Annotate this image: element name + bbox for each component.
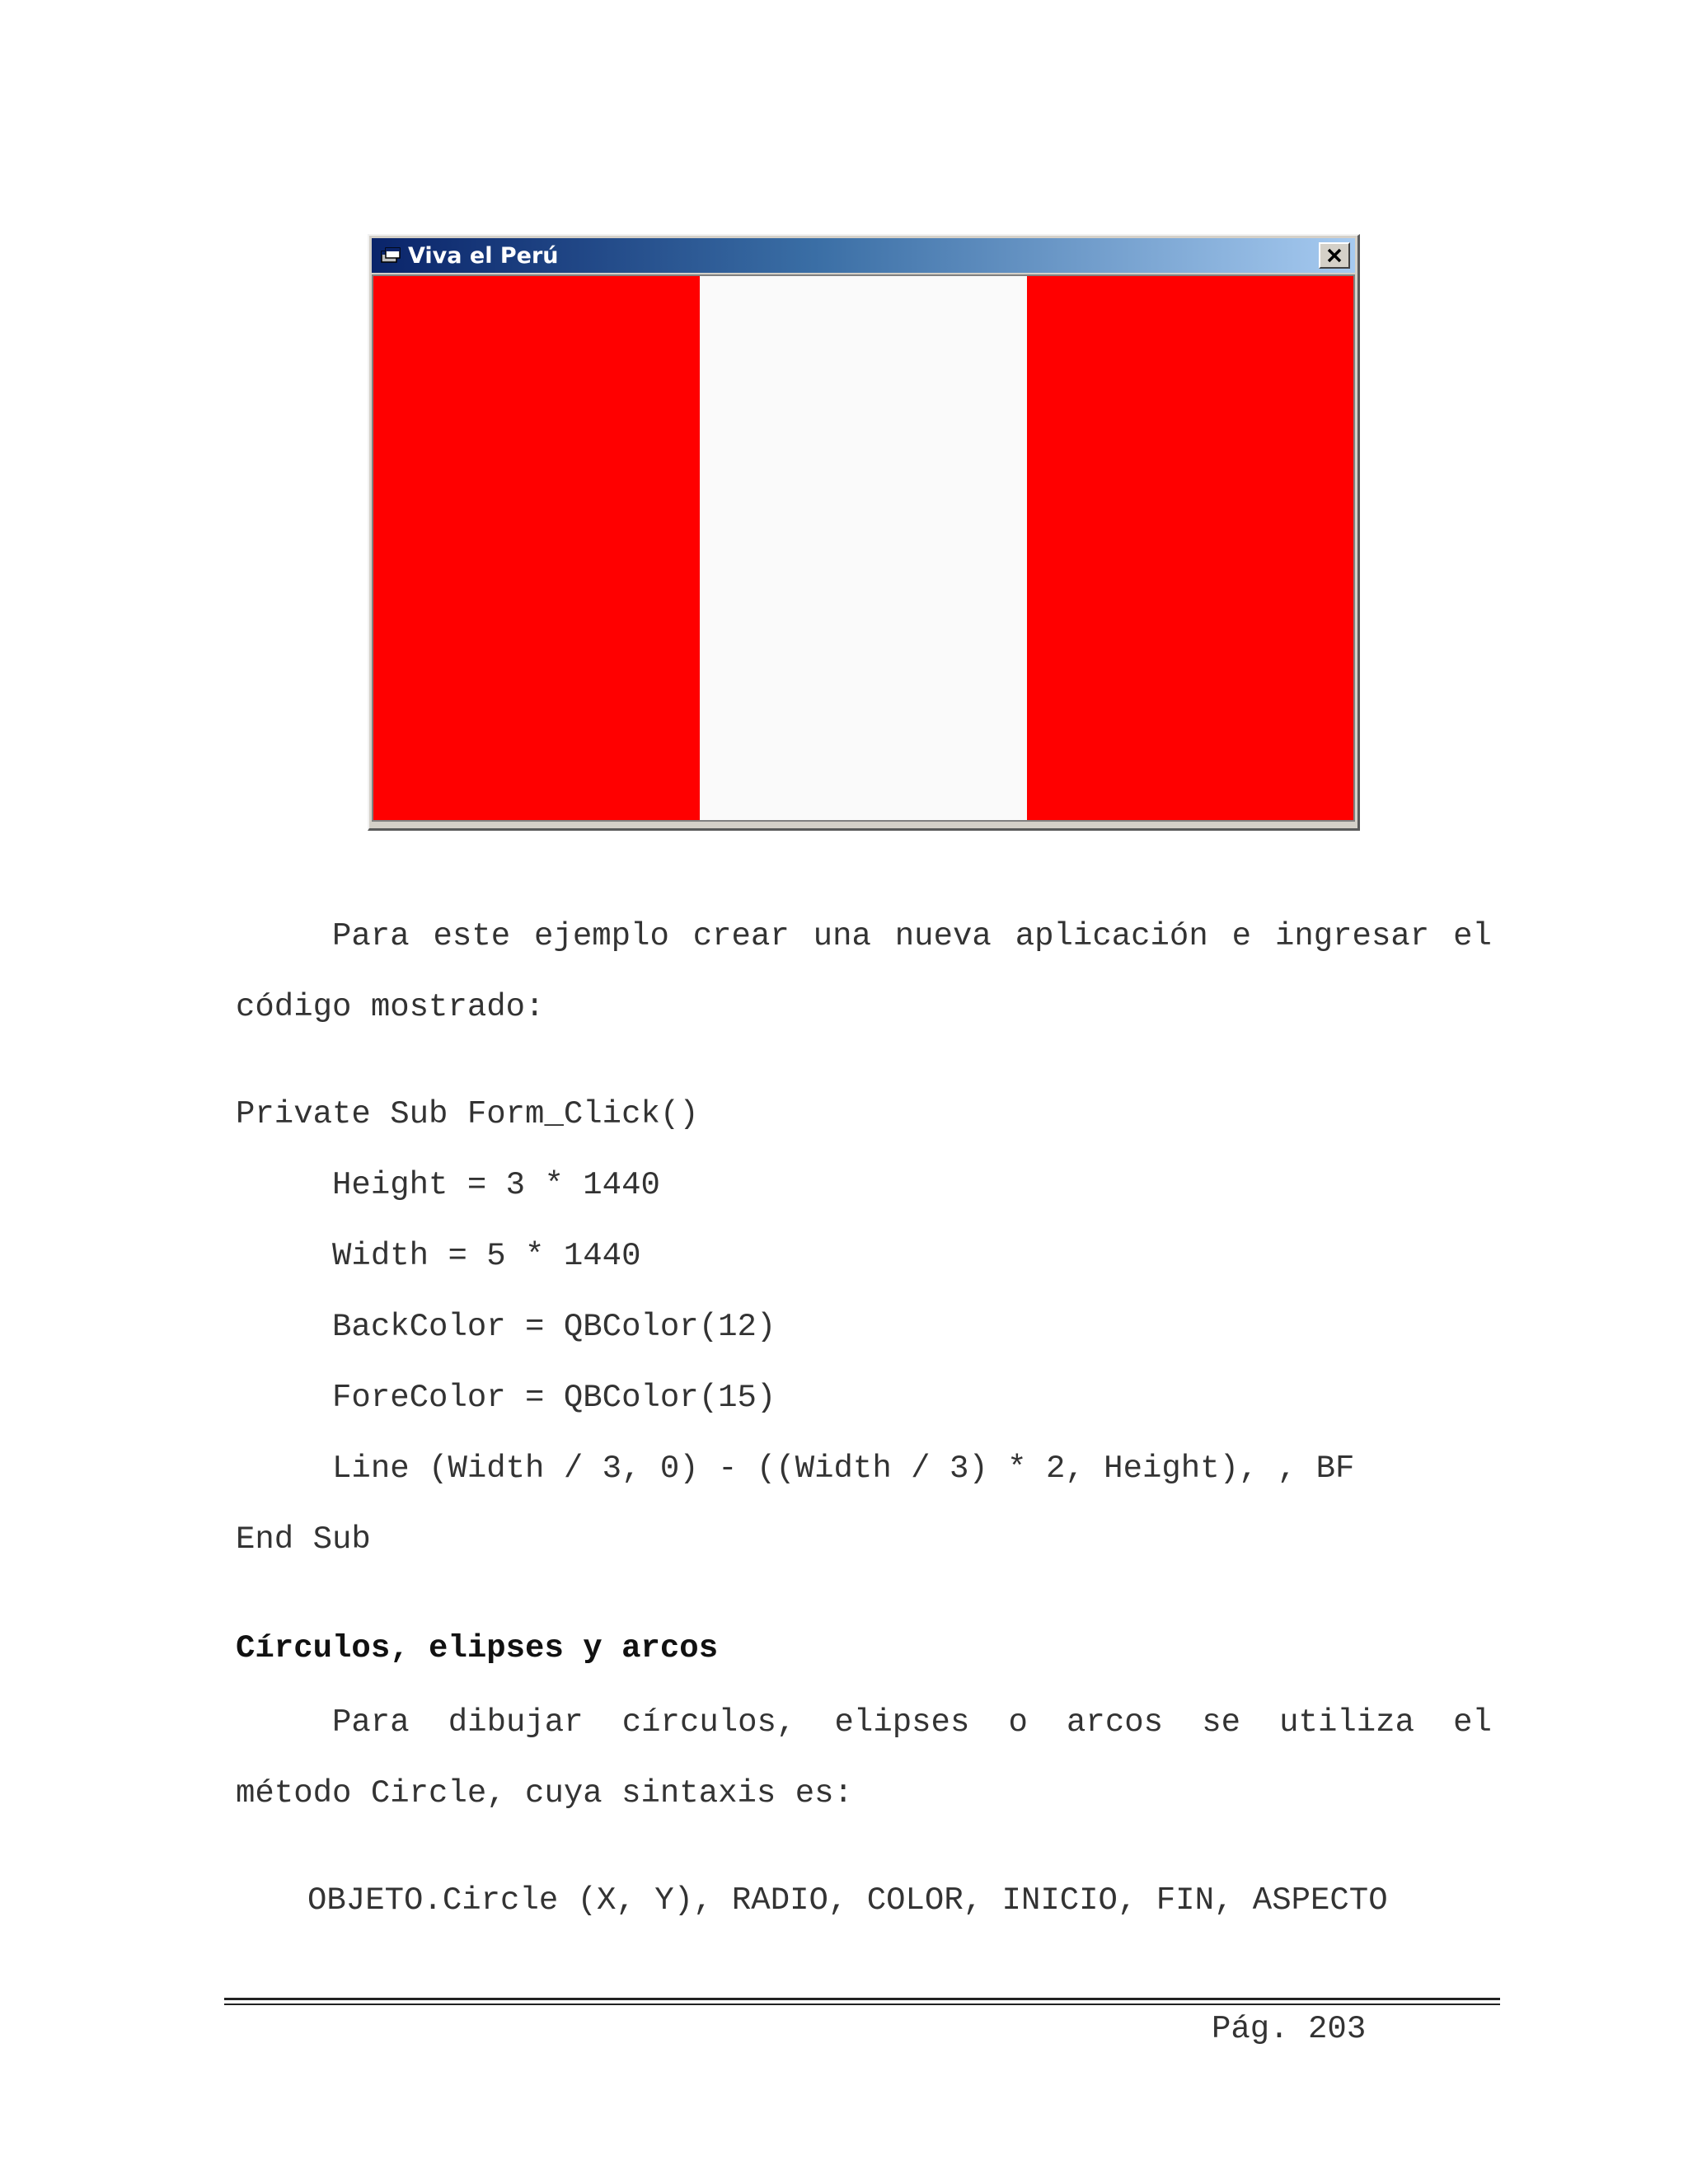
code-line: Height = 3 * 1440 <box>236 1167 660 1203</box>
code-line: Private Sub Form_Click() <box>236 1096 699 1132</box>
word: aplicación <box>1015 918 1208 954</box>
word: el <box>1453 918 1492 954</box>
word: nueva <box>894 918 992 954</box>
vb-form-window <box>368 234 1360 831</box>
word: este <box>433 918 511 954</box>
word: el <box>1453 1704 1492 1741</box>
form-client-area[interactable] <box>372 274 1355 822</box>
word: ingresar <box>1274 918 1430 954</box>
code-line: Width = 5 * 1440 <box>236 1238 641 1274</box>
word: elipses <box>834 1704 970 1741</box>
close-icon <box>1326 248 1343 263</box>
word: dibujar <box>448 1704 584 1741</box>
page-number: Pág. 203 <box>1212 2011 1367 2047</box>
word: e <box>1231 918 1252 954</box>
word: utiliza <box>1279 1704 1414 1741</box>
word: ejemplo <box>534 918 669 954</box>
word: círculos, <box>621 1704 796 1741</box>
word: arcos <box>1067 1704 1164 1741</box>
word: Para <box>332 918 410 954</box>
window-title: Viva el Perú <box>408 242 559 269</box>
code-line: ForeColor = QBColor(15) <box>236 1380 776 1416</box>
flag-left-band <box>373 276 700 820</box>
flag-center-band <box>700 276 1026 820</box>
code-line: Line (Width / 3, 0) - ((Width / 3) * 2, Height), , BF <box>236 1451 1355 1487</box>
flag-right-band <box>1027 276 1353 820</box>
section-para-line-1 <box>332 1703 1492 1742</box>
word: una <box>813 918 871 954</box>
intro-line-2: código mostrado: <box>236 989 545 1025</box>
word: crear <box>692 918 790 954</box>
intro-line-1 <box>332 916 1492 956</box>
section-para-line-2: método Circle, cuya sintaxis es: <box>236 1775 853 1811</box>
section-heading: Círculos, elipses y arcos <box>236 1630 719 1666</box>
close-button[interactable] <box>1319 242 1350 269</box>
code-line: BackColor = QBColor(12) <box>236 1309 776 1345</box>
word: Para <box>332 1704 410 1741</box>
form-app-icon <box>380 246 401 265</box>
word: o <box>1008 1704 1028 1741</box>
footer-rule-bottom <box>224 2004 1500 2005</box>
code-line: End Sub <box>236 1521 371 1558</box>
circle-syntax: OBJETO.Circle (X, Y), RADIO, COLOR, INICIO, FIN, ASPECTO <box>307 1882 1388 1919</box>
word: se <box>1202 1704 1241 1741</box>
footer-rule-top <box>224 1998 1500 2000</box>
window-titlebar[interactable] <box>372 238 1355 273</box>
